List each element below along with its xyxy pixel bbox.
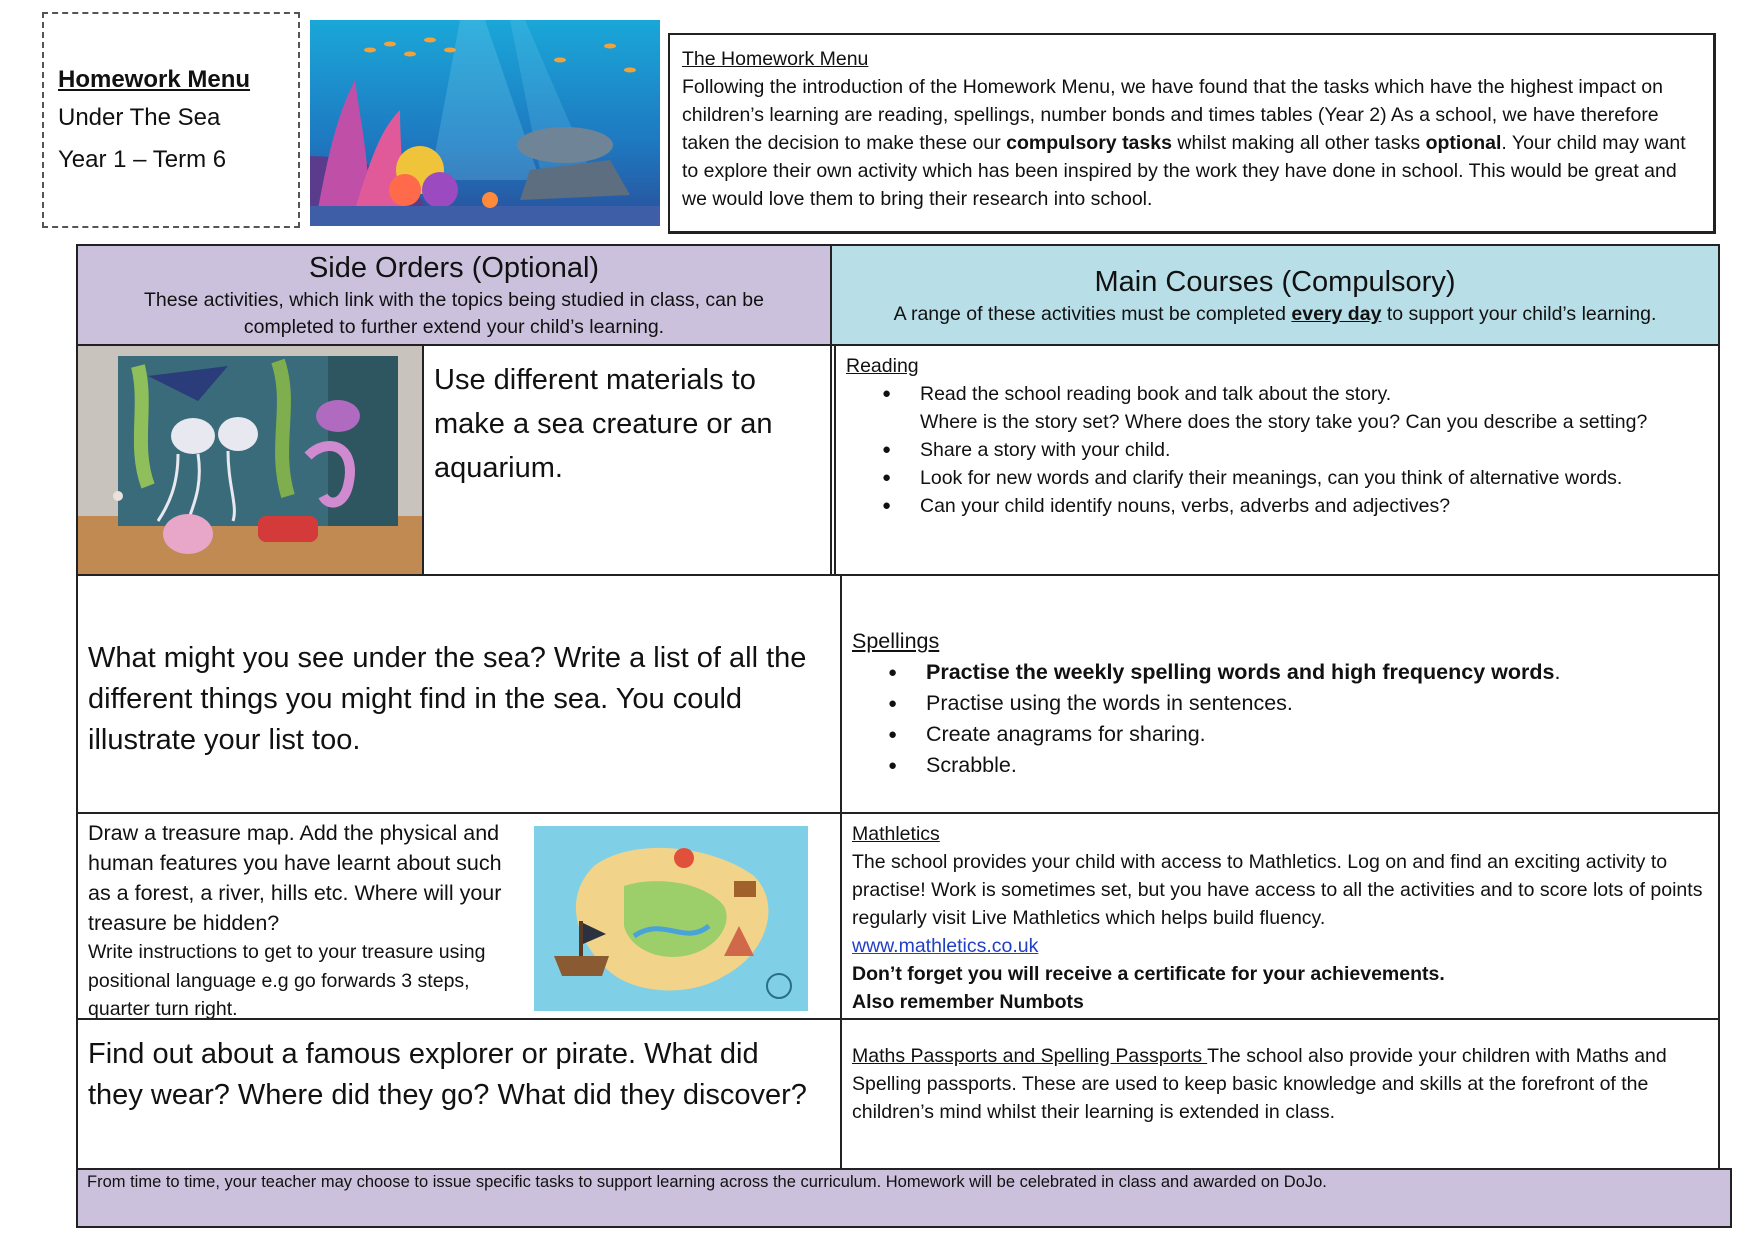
reading-item-text: Read the school reading book and talk about the story. [920,383,1392,405]
treasure-map-text-main: Draw a treasure map. Add the physical and human features you have learnt about such as a forest, a river, hills etc. Where will your treasure be hidden? [88,821,502,935]
mathletics-cell [840,812,1720,1020]
passports-cell [840,1018,1720,1172]
reading-heading: Reading [846,355,919,377]
reading-item-continuation: Where is the story set? Where does the story take you? Can you describe a setting? [920,411,1648,433]
reading-content [836,346,1718,520]
main-courses-subtitle [832,301,1718,328]
aquarium-craft-image [78,346,424,574]
mathletics-body: The school provides your child with access to Mathletics. Log on and find an exciting activity to practise! Work is sometimes set, but you have access to all the activities and to score lots of points regularly visit Live Mathletics which helps build fluency. [852,851,1703,929]
reading-cell [830,344,1720,576]
side-task-sea-creature [76,344,832,576]
passports-body: The school also provide your children with Maths and Spelling passports. These are used to keep basic knowledge and skills at the forefront of the children’s mind whilst their learning is extended in class. [852,1045,1667,1123]
main-courses-title: Main Courses (Compulsory) [1094,266,1456,298]
subtitle-pre: A range of these activities must be completed [893,303,1292,325]
intro-text-1: Following the introduction of the Homework Menu, we have found that the tasks which have the highest impact on children’s learning are reading, spellings, number bonds and times tables (Year 2) As a school, we have therefore taken the decision to make these our [682,76,1663,154]
intro-text-3: . Your child may want to explore their own activity which has been inspired by the work they have done in school. This would be great and we would love them to bring their research into school. [682,132,1686,210]
spellings-heading: Spellings [852,629,940,653]
intro-box [668,33,1716,234]
homework-menu-table [76,244,1720,1229]
reading-item [882,380,1708,436]
reading-item: ● Share a story with your child. [882,436,1708,464]
title-box [42,12,300,228]
numbots-note: Also remember Numbots [852,991,1084,1013]
footer-text: From time to time, your teacher may choose to issue specific tasks to support learning across the curriculum. Homework will be celebrated in class and awarded on DoJo. [87,1173,1327,1191]
passports-content [842,1020,1718,1126]
spelling-item: ● Practise using the words in sentences. [888,688,1708,719]
spelling-item: ● Create anagrams for sharing. [888,719,1708,750]
intro-heading: The Homework Menu [682,48,869,70]
spellings-list [852,657,1708,781]
side-task-explorer [76,1018,842,1172]
spellings-cell [840,574,1720,814]
reading-item: ● Can your child identify nouns, verbs, adverbs and adjectives? [882,492,1708,520]
main-courses-header [830,244,1720,346]
side-task-under-sea-list [76,574,842,814]
side-orders-header [76,244,832,346]
side-orders-title: Side Orders (Optional) [308,252,600,284]
mathletics-content [842,814,1718,1016]
passports-heading: Maths Passports and Spelling Passports [852,1045,1208,1067]
spellings-content [842,576,1718,781]
side-task-treasure-map [76,812,842,1020]
mathletics-link[interactable]: www.mathletics.co.uk [852,935,1039,957]
intro-text-2: whilst making all other tasks [1171,132,1426,154]
footer-note [76,1168,1732,1228]
task-under-sea-list-text: What might you see under the sea? Write a list of all the different things you might find in the sea. You could illustrate your list too. [88,642,807,756]
task-explorer-text: Find out about a famous explorer or pirate. What did they wear? Where did they go? What did they discover? [88,1038,807,1111]
intro-bold-compulsory: compulsory tasks [1006,132,1172,154]
spelling-item: ● Practise the weekly spelling words and high frequency words. [888,657,1708,688]
under-the-sea-image [310,20,660,226]
subtitle-every-day: every day [1291,303,1382,325]
intro-paragraph [682,73,1701,213]
topic-label: Under The Sea [58,104,221,131]
side-orders-subtitle: These activities, which link with the topics being studied in class, can be completed to further extend your child’s learning. [144,289,764,338]
reading-list [846,380,1708,520]
treasure-map-text-instructions: Write instructions to get to your treasure using positional language e.g go forwards 3 steps, quarter turn right. [88,941,486,1020]
subtitle-post: to support your child’s learning. [1381,303,1657,325]
year-term-label: Year 1 – Term 6 [58,146,227,173]
reading-item: ● Look for new words and clarify their meanings, can you think of alternative words. [882,464,1708,492]
spelling-item: ● Scrabble. [888,750,1708,781]
page-title: Homework Menu [58,66,251,93]
certificate-note: Don’t forget you will receive a certificate for your achievements. [852,963,1445,985]
spelling-item-text: Practise the weekly spelling words and high frequency words [926,660,1555,684]
task-sea-creature-text: Use different materials to make a sea creature or an aquarium. [434,364,773,484]
mathletics-heading: Mathletics [852,823,940,845]
intro-bold-optional: optional [1425,132,1502,154]
task-treasure-map-text [88,818,508,1024]
treasure-map-image [534,826,808,1011]
